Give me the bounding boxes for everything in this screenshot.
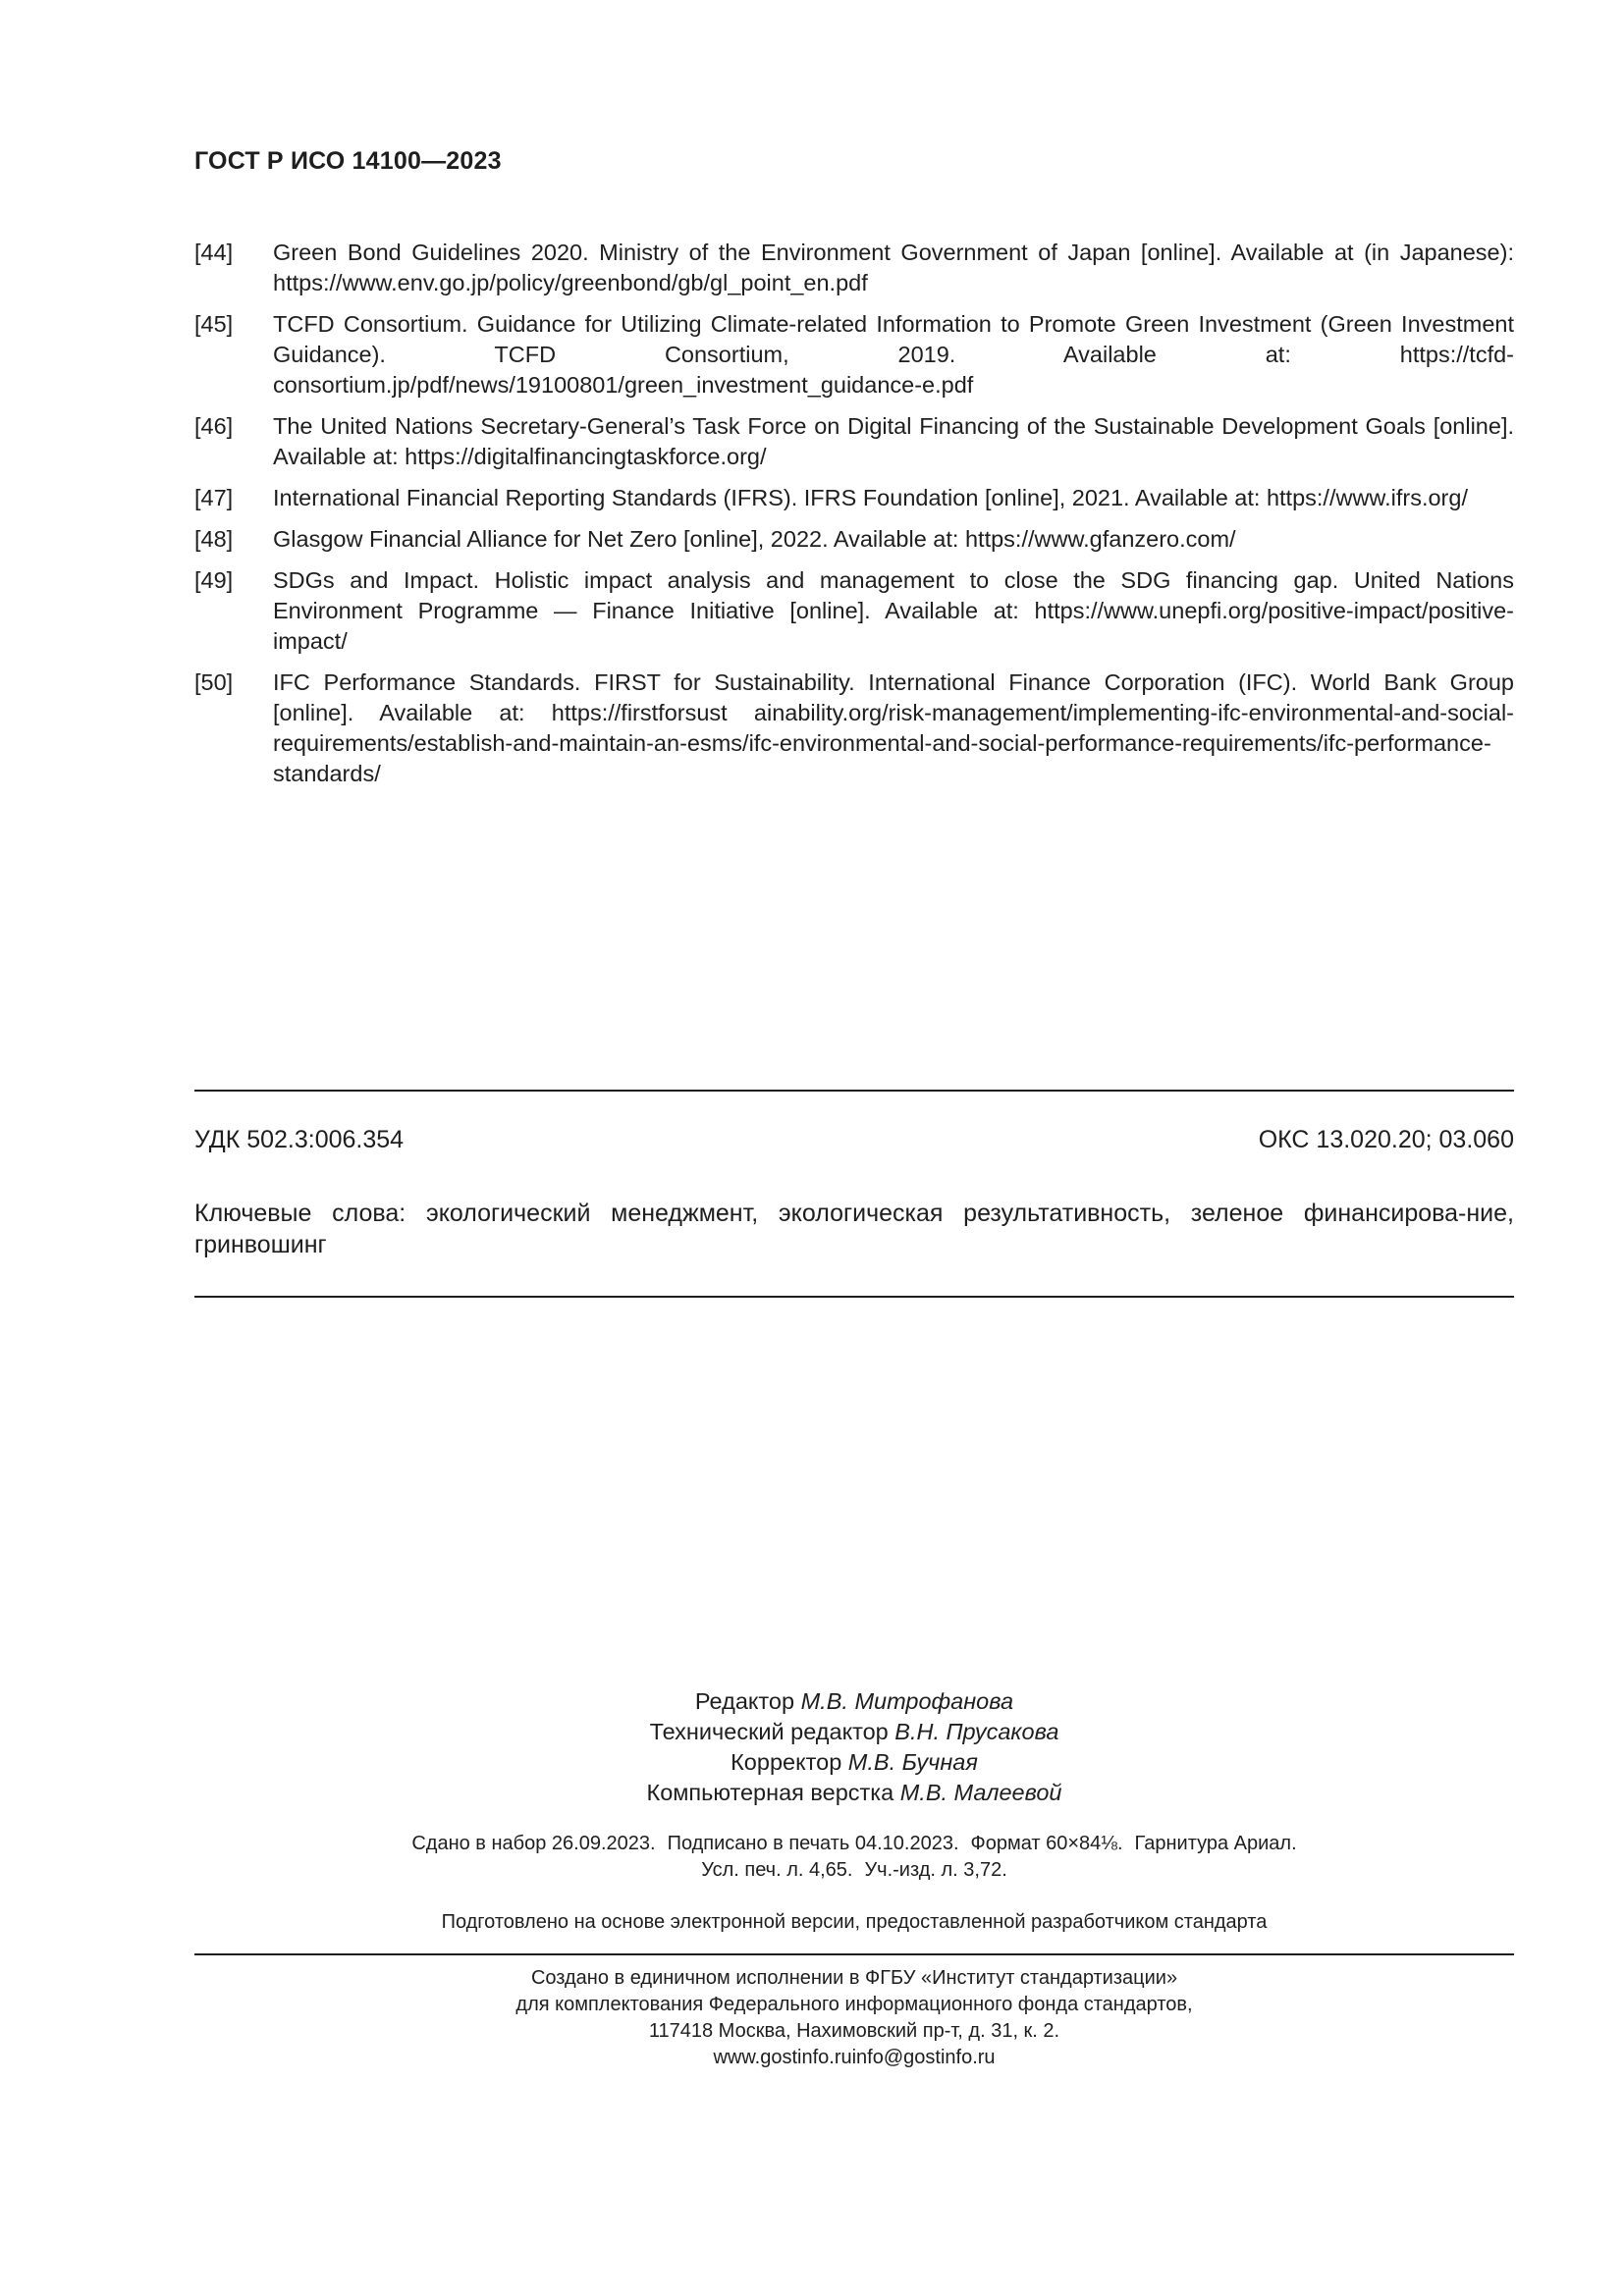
credit-line <box>194 1686 1514 1717</box>
reference-text: Glasgow Financial Alliance for Net Zero [online], 2022. Available at: https://www.gfanzero.com/ <box>273 526 1236 552</box>
footer-line: для комплектования Федерального информационного фонда стандартов, <box>515 1994 1193 2015</box>
section-divider <box>194 1090 1514 1092</box>
imprint-signed: Подписано в печать 04.10.2023. <box>667 1833 959 1854</box>
section-divider <box>194 1953 1514 1955</box>
document-header: ГОСТ Р ИСО 14100—2023 <box>194 147 502 175</box>
imprint-typeface: Гарнитура Ариал. <box>1134 1833 1297 1854</box>
credit-line <box>194 1717 1514 1747</box>
reference-text: International Financial Reporting Standards (IFRS). IFRS Foundation [online], 2021. Available at: https://www.ifrs.org/ <box>273 485 1468 510</box>
imprint-block <box>194 1831 1514 1884</box>
credit-role: Компьютерная верстка <box>646 1780 894 1805</box>
credit-role: Корректор <box>731 1749 842 1775</box>
footer-line: Создано в единичном исполнении в ФГБУ «Институт стандартизации» <box>530 1967 1178 1989</box>
footer-contacts <box>194 2045 1514 2071</box>
prepared-note: Подготовлено на основе электронной версии, предоставленной разработчиком стандарта <box>441 1911 1268 1933</box>
footer-line: 117418 Москва, Нахимовский пр-т, д. 31, к. 2. <box>648 2020 1060 2042</box>
reference-text: Green Bond Guidelines 2020. Ministry of the Environment Government of Japan [online]. Available at (in Japanese): https://www.env.go.jp/policy/greenbond/gb/gl_point_en.pdf <box>273 240 1514 295</box>
reference-item <box>194 667 1514 789</box>
reference-text: IFC Performance Standards. FIRST for Sustainability. International Finance Corporation (IFC). World Bank Group [online]. Available at: https://firstforsust ainability.org/risk-management/implementing-ifc-environmental-and-social-requirements/establish-and-maintain-an-esms/ifc-environmental-and-social-performance-requirements/ifc-performance-standards/ <box>273 669 1514 786</box>
credit-line <box>194 1778 1514 1808</box>
reference-item <box>194 309 1514 400</box>
reference-text: The United Nations Secretary-General’s Task Force on Digital Financing of the Sustainable Development Goals [online]. Available at: https://digitalfinancingtaskforce.org/ <box>273 413 1514 469</box>
imprint-line <box>194 1857 1514 1884</box>
reference-item <box>194 411 1514 472</box>
reference-item <box>194 483 1514 513</box>
reference-item <box>194 238 1514 298</box>
reference-text: TCFD Consortium. Guidance for Utilizing Climate-related Information to Promote Green Investment (Green Investment Guidance). TCFD Consortium, 2019. Available at: https://tcfd-consortium.jp/pdf/news/19100801/green_investment_guidance-e.pdf <box>273 311 1514 398</box>
imprint-line <box>194 1831 1514 1857</box>
imprint-print-sheets: Усл. печ. л. 4,65. <box>701 1859 853 1881</box>
credit-name: М.В. Митрофанова <box>800 1688 1014 1714</box>
section-divider <box>194 1296 1514 1298</box>
credit-role: Технический редактор <box>649 1719 889 1744</box>
editorial-credits <box>194 1686 1514 1808</box>
udk-code: УДК 502.3:006.354 <box>194 1126 405 1153</box>
imprint-submitted: Сдано в набор 26.09.2023. <box>411 1833 656 1854</box>
credit-name: В.Н. Прусакова <box>894 1719 1059 1744</box>
reference-number: [49] <box>194 567 234 593</box>
credit-role: Редактор <box>694 1688 795 1714</box>
keywords-line: Ключевые слова: экологический менеджмент, экологическая результативность, зеленое финансирова-ние, гринвошинг <box>194 1200 1514 1258</box>
reference-item <box>194 565 1514 657</box>
reference-list <box>194 238 1514 800</box>
credit-name: М.В. Малеевой <box>899 1780 1062 1805</box>
reference-number: [44] <box>194 240 234 265</box>
website-link[interactable]: www.gostinfo.ru <box>713 2047 852 2068</box>
credit-name: М.В. Бучная <box>847 1749 978 1775</box>
imprint-format: Формат 60×84⅛. <box>970 1833 1123 1854</box>
oks-code: ОКС 13.020.20; 03.060 <box>1258 1126 1514 1153</box>
reference-item <box>194 524 1514 555</box>
credit-line <box>194 1747 1514 1778</box>
reference-number: [48] <box>194 526 234 552</box>
reference-number: [50] <box>194 669 234 695</box>
publisher-footer <box>194 1965 1514 2071</box>
reference-number: [45] <box>194 311 234 337</box>
email-link[interactable]: info@gostinfo.ru <box>851 2047 996 2068</box>
reference-number: [46] <box>194 413 234 439</box>
imprint-publisher-sheets: Уч.-изд. л. 3,72. <box>864 1859 1007 1881</box>
reference-number: [47] <box>194 485 234 510</box>
reference-text: SDGs and Impact. Holistic impact analysis and management to close the SDG financing gap. United Nations Environment Programme — Finance Initiative [online]. Available at: https://www.unepfi.org/positive-impact/positive-impact/ <box>273 567 1514 654</box>
